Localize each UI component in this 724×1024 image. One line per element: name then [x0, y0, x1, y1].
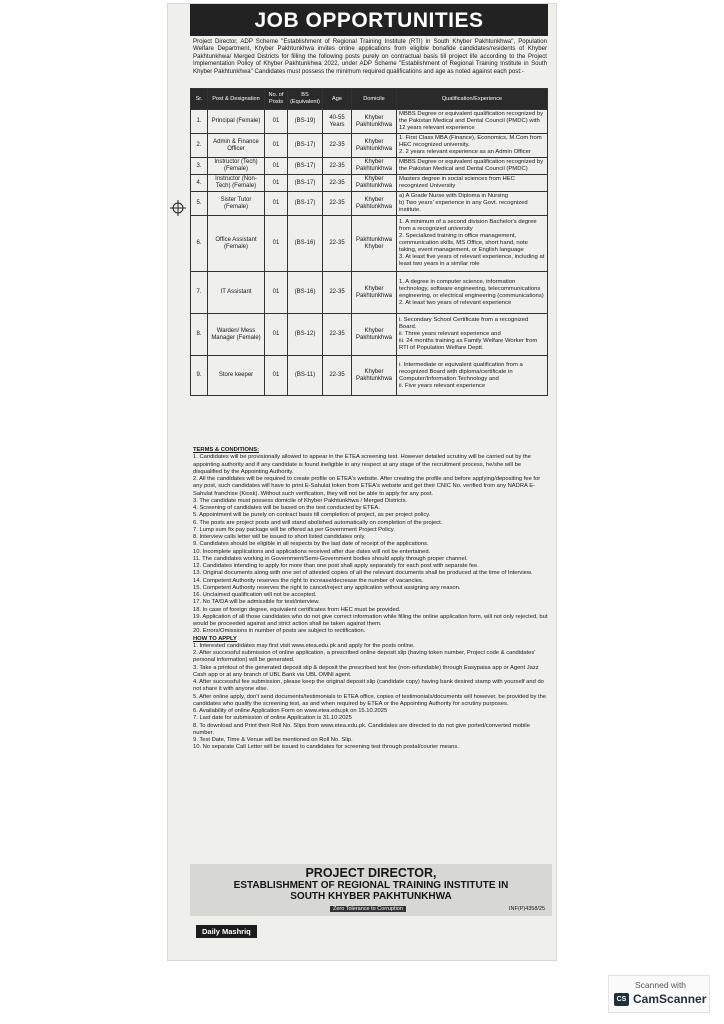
row-domicile: Khyber Pakhtunkhwa — [352, 356, 397, 396]
row-no-posts: 01 — [265, 192, 288, 216]
qualification-item: 2. Specialized training in office management, communication skills, MS Office, short hand, note taking, event management, or English language — [399, 233, 528, 253]
scanned-with-label: Scanned with — [635, 980, 687, 990]
how-to-apply-list — [193, 643, 551, 752]
camscanner-watermark — [608, 975, 710, 1013]
term-item: 10. Incomplete applications and applications received after due dates will not be entertained. — [193, 548, 431, 555]
col-post: Post & Designation — [208, 89, 265, 110]
row-post: Instructor (Non-Tech) (Female) — [208, 175, 265, 192]
qualification-item: MBBS Degree or equivalent qualification recognized by the Pakistan Medical and Dental Council (PMDC) — [399, 159, 544, 172]
row-qualification — [397, 356, 548, 396]
row-no-posts: 01 — [265, 134, 288, 158]
row-sr: 8. — [191, 314, 208, 356]
camscanner-label: CamScanner — [633, 992, 707, 1006]
how-to-apply-item: 2. After successful submission of online application, a prescribed online deposit slip (having token number, Project code & candidates' personal information) will be generated. — [193, 650, 536, 664]
col-domicile: Domicile — [352, 89, 397, 110]
qualification-item: Masters degree in social sciences from HEC recognized University — [399, 176, 515, 189]
qualification-item: 2. 2 years relevant experience as an Admin Officer — [399, 149, 531, 155]
term-item: 7. Lump sum fix pay package will be offered as per Government Project Policy. — [193, 526, 395, 533]
row-bs: (BS-16) — [288, 272, 323, 314]
row-age: 22-35 — [323, 356, 352, 396]
table-row — [191, 314, 548, 356]
row-domicile: Khyber Pakhtunkhwa — [352, 314, 397, 356]
footer-line-2: ESTABLISHMENT OF REGIONAL TRAINING INSTITUTE IN — [233, 880, 509, 891]
how-to-apply-item: 5. After online apply, don't send documents/testimonials to ETEA office, copies of testimonials/documents will however, be provided by the candidates who qualify the screening test, as and when required by ETEA or the Appointing Authority for scrutiny purposes. — [193, 693, 547, 707]
row-age: 22-35 — [323, 134, 352, 158]
row-age: 22-35 — [323, 272, 352, 314]
table-row — [191, 158, 548, 175]
qualification-item: 2. At least two years of relevant experience — [399, 299, 512, 306]
row-age: 22-35 — [323, 216, 352, 272]
term-item: 3. The candidate must possess domicile of Khyber Pakhtunkhwa / Merged Districts. — [193, 497, 408, 504]
row-qualification — [397, 314, 548, 356]
table-row — [191, 175, 548, 192]
row-domicile: Khyber Pakhtunkhwa — [352, 272, 397, 314]
job-opportunities-banner — [190, 4, 548, 36]
row-qualification — [397, 110, 548, 134]
qualification-item: 1. First Class MBA (Finance), Economics, M.Com from HEC recognized university. — [399, 135, 542, 148]
zero-tolerance-slogan: Zero Tolerance to Corruption — [330, 906, 406, 912]
row-bs: (BS-12) — [288, 314, 323, 356]
row-no-posts: 01 — [265, 272, 288, 314]
term-item: 13. Original documents along with one set of attested copies of all the relevant documents shall be produced at the time of Interview. — [193, 570, 533, 577]
jobs-table — [190, 88, 548, 396]
row-qualification — [397, 158, 548, 175]
col-bs: BS (Equivalent) — [288, 89, 323, 110]
row-age: 22-35 — [323, 192, 352, 216]
table-row — [191, 272, 548, 314]
newspaper-name: Daily Mashriq — [196, 925, 257, 938]
how-to-apply-item: 9. Test Date, Time & Venue will be mentioned on Roll No. Slip. — [193, 737, 353, 743]
term-item: 2. All the candidates will be required to create profile on ETEA's website. After creating the profile and before applying/depositing fee for any post, such candidates will have to print E-Sahulat token from ETEA's website and get their CNIC No. verified from any NADRA E-Sahulat franchise (Kiosk). Without such verification, they will not be able to apply for any post. — [193, 476, 541, 497]
qualification-item: b) Two years' experience in any Govt. recognized institute. — [399, 200, 528, 213]
inf-reference-number: INF(P)4358/25 — [509, 906, 546, 912]
row-no-posts: 01 — [265, 158, 288, 175]
row-post: Office Assistant (Female) — [208, 216, 265, 272]
qualification-item: i. Secondary School Certificate from a recognized Board. — [399, 317, 529, 330]
term-item: 11. The candidates working in Government/Semi-Government bodies should apply through proper channel. — [193, 555, 468, 562]
term-item: 15. Competent Authority reserves the right to cancel/reject any application without assigning any reason. — [193, 584, 461, 591]
row-sr: 5. — [191, 192, 208, 216]
row-sr: 4. — [191, 175, 208, 192]
row-domicile: Khyber Pakhtunkhwa — [352, 110, 397, 134]
row-no-posts: 01 — [265, 175, 288, 192]
terms-and-how-to-apply — [193, 447, 551, 752]
row-qualification — [397, 192, 548, 216]
row-post: IT Assistant — [208, 272, 265, 314]
col-no-posts: No. of Posts — [265, 89, 288, 110]
qualification-item: iii. 24 months training as Family Welfare Worker from RTI of Population Welfare Deptt. — [399, 338, 538, 351]
row-no-posts: 01 — [265, 356, 288, 396]
row-post: Instructor (Tech) (Female) — [208, 158, 265, 175]
row-bs: (BS-16) — [288, 216, 323, 272]
qualification-item: a) A Grade Nurse with Diploma in Nursing — [399, 193, 509, 199]
col-sr: Sr. — [191, 89, 208, 110]
how-to-apply-item: 3. Take a printout of the generated deposit slip & deposit the prescribed test fee (non-refundable) through Easypaisa app or Agent Jazz Cash app or at any branch of UBL Bank via UBL OMNI agent. — [193, 664, 539, 678]
row-bs: (BS-17) — [288, 175, 323, 192]
row-no-posts: 01 — [265, 216, 288, 272]
how-to-apply-item: 8. To download and Print their Roll No. Slips from www.etea.edu.pk. Candidates are directed to do not give ported/converted mobile number. — [193, 722, 530, 736]
row-domicile: Pakhtunkhwa Khyber — [352, 216, 397, 272]
row-bs: (BS-17) — [288, 134, 323, 158]
qualification-item: ii. Three years relevant experience and — [399, 331, 501, 337]
row-post: Store keeper — [208, 356, 265, 396]
row-post: Sister Tutor (Female) — [208, 192, 265, 216]
row-age: 22-35 — [323, 175, 352, 192]
intro-paragraph: Project Director, ADP Scheme "Establishment of Regional Training Institute (RTI) in South Khyber Pakhtunkhwa", Population Welfare Department, Khyber Pakhtunkhwa invites online applications from eligible bonafide candidates/residents of Khyber Pakhtunkhwa/ Merged Districts for filling the following posts purely on contractual basis till project life according to the Project Implementation Policy of Khyber Pakhtunkhwa 2022, under ADP Scheme "Establishment of Regional Training Institute in South Khyber Pakhtunkhwa" Candidates must possess the minimum required qualifications and age as noted against each post:- — [193, 38, 547, 75]
row-age: 40-55 Years — [323, 110, 352, 134]
row-qualification — [397, 175, 548, 192]
row-post: Admin & Finance Officer — [208, 134, 265, 158]
row-sr: 1. — [191, 110, 208, 134]
table-row — [191, 134, 548, 158]
banner-title: JOB OPPORTUNITIES — [254, 9, 484, 32]
term-item: 14. Competent Authority reserves the right to increase/decrease the number of vacancies. — [193, 577, 424, 584]
row-age: 22-35 — [323, 314, 352, 356]
qualification-item: 1. A degree in computer science, information technology, software engineering, telecommunications engineering, or electrical engineering (communications) — [399, 278, 544, 299]
row-qualification — [397, 272, 548, 314]
row-post: Warden/ Mess Manager (Female) — [208, 314, 265, 356]
terms-heading: TERMS & CONDITIONS: — [193, 447, 260, 453]
row-age: 22-35 — [323, 158, 352, 175]
row-qualification — [397, 216, 548, 272]
row-bs: (BS-11) — [288, 356, 323, 396]
term-item: 18. In case of foreign degree, equivalent certificates from HEC must be provided. — [193, 606, 401, 613]
term-item: 16. Unclaimed qualification will not be accepted. — [193, 592, 317, 598]
row-no-posts: 01 — [265, 314, 288, 356]
qualification-item: MBBS Degree or equivalent qualification recognized by the Pakistan Medical and Dental Council (PMDC) with 12 years relevant experience — [399, 111, 544, 131]
row-no-posts: 01 — [265, 110, 288, 134]
term-item: 4. Screening of candidates will be based on the test conducted by ETEA. — [193, 505, 380, 511]
row-domicile: Khyber Pakhtunkhwa — [352, 175, 397, 192]
how-to-apply-item: 10. No separate Call Letter will be issued to candidates for screening test through postal/courier means. — [193, 744, 459, 751]
row-bs: (BS-17) — [288, 192, 323, 216]
row-sr: 6. — [191, 216, 208, 272]
camscanner-logo-icon: CS — [614, 993, 629, 1006]
jobs-table-header — [191, 89, 548, 110]
table-row — [191, 356, 548, 396]
row-domicile: Khyber Pakhtunkhwa — [352, 192, 397, 216]
col-qualification: Qualification/Experience — [397, 89, 548, 110]
row-sr: 7. — [191, 272, 208, 314]
row-post: Principal (Female) — [208, 110, 265, 134]
how-to-apply-item: 7. Last date for submission of online Application is 31.10.2025 — [193, 715, 352, 722]
row-bs: (BS-17) — [288, 158, 323, 175]
qualification-item: ii. Five years relevant experience — [399, 382, 486, 389]
term-item: 20. Errors/Omissions in number of posts are subject to rectification. — [193, 628, 366, 635]
footer-line-3: SOUTH KHYBER PAKHTUNKHWA — [290, 891, 452, 902]
term-item: 5. Appointment will be purely on contract basis till completion of project, as per project policy. — [193, 512, 431, 519]
row-sr: 2. — [191, 134, 208, 158]
term-item: 12. Candidates intending to apply for more than one post shall apply separately for each post with separate fee. — [193, 563, 479, 569]
col-age: Age — [323, 89, 352, 110]
term-item: 19. Application of all those candidates who do not give correct information while filling the online application form, will not only rejected, but would be proceeded against and strict action shall be taken against them. — [193, 613, 548, 627]
row-sr: 3. — [191, 158, 208, 175]
qualification-item: 1. A minimum of a second division Bachelor's degree from a recognized university — [399, 219, 537, 232]
row-qualification — [397, 134, 548, 158]
how-to-apply-item: 1. Interested candidates may first visit www.etea.edu.pk and apply for the posts online. — [193, 642, 415, 649]
term-item: 17. No TA/DA will be admissible for test/interview. — [193, 599, 320, 606]
how-to-apply-item: 6. Availability of online Application Form on www.etea.edu.pk on 15.10.2025 — [193, 708, 388, 714]
footer-line-1: PROJECT DIRECTOR, — [305, 866, 437, 880]
registration-mark-icon — [170, 200, 186, 216]
term-item: 6. The posts are project posts and will stand abolished automatically on completion of the project. — [193, 519, 443, 526]
term-item: 1. Candidates will be provisionally allowed to appear in the ETEA screening test. However detailed scrutiny will be carried out by the appointing authority and if any candidate is found ineligible in any respect at any stage of the recruitment process, he/she will be disqualified by the Appointing Authority. — [193, 454, 532, 475]
how-to-apply-heading: HOW TO APPLY — [193, 635, 237, 642]
terms-list — [193, 454, 551, 635]
qualification-item: i. Intermediate or equivalent qualification from a recognized Board with diploma/certificate in Computer/Information Technology and — [399, 361, 523, 382]
row-domicile: Khyber Pakhtunkhwa — [352, 134, 397, 158]
row-bs: (BS-19) — [288, 110, 323, 134]
row-sr: 9. — [191, 356, 208, 396]
how-to-apply-item: 4. After successful fee submission, please keep the original deposit slip (candidate copy) having bank desired stamp with yourself and do not share it with anyone else. — [193, 679, 544, 693]
row-domicile: Khyber Pakhtunkhwa — [352, 158, 397, 175]
table-row — [191, 110, 548, 134]
table-row — [191, 216, 548, 272]
term-item: 9. Candidates should be eligible in all respects by the last date of receipt of the applications. — [193, 541, 429, 548]
term-item: 8. Interview calls letter will be issued to short listed candidates only. — [193, 534, 366, 540]
qualification-item: 3. At least five years of relevant experience, including at least two years in a similar role — [399, 254, 545, 267]
table-row — [191, 192, 548, 216]
